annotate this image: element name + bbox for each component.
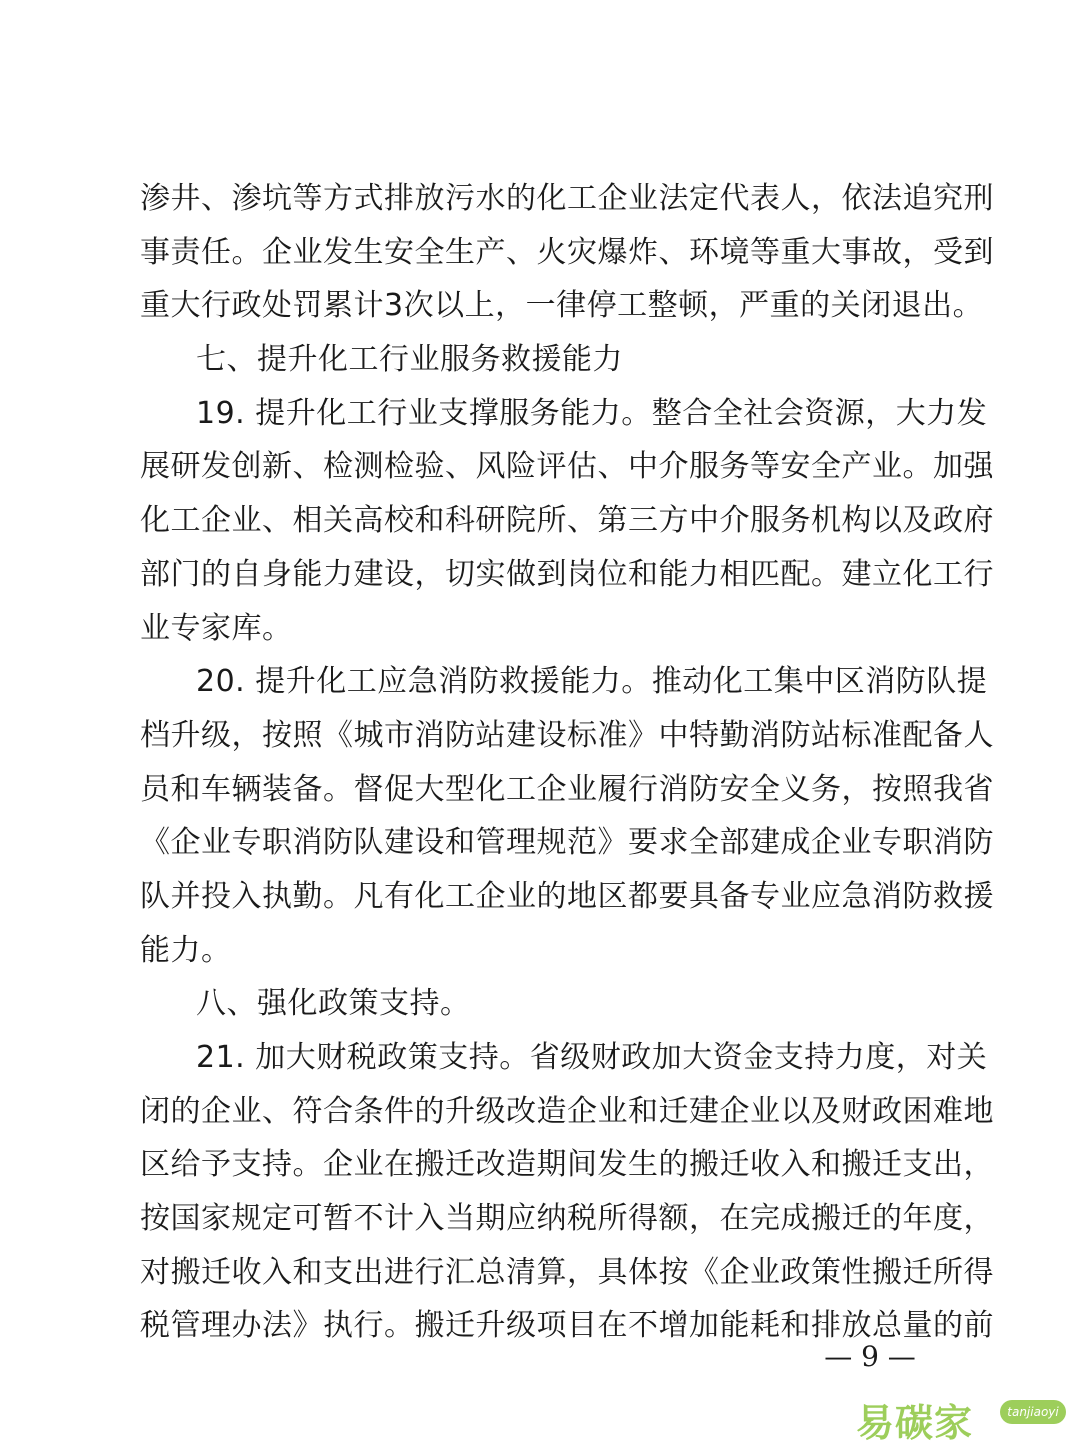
document-body [140, 172, 994, 1353]
text-line: 区给予支持。企业在搬迁改造期间发生的搬迁收入和搬迁支出， [140, 1147, 994, 1183]
text-line: 队并投入执勤。凡有化工企业的地区都要具备专业应急消防救援 [140, 878, 994, 914]
section-heading: 七、提升化工行业服务救援能力 [196, 342, 623, 378]
text-line: 事责任。企业发生安全生产、火灾爆炸、环境等重大事故，受到 [140, 234, 994, 270]
text-line: 21. 加大财税政策支持。省级财政加大资金支持力度，对关 [196, 1040, 988, 1075]
text-line: 按国家规定可暂不计入当期应纳税所得额，在完成搬迁的年度， [140, 1201, 994, 1237]
text-line: 闭的企业、符合条件的升级改造企业和迁建企业以及财政困难地 [140, 1093, 994, 1129]
text-line: 化工企业、相关高校和科研院所、第三方中介服务机构以及政府 [140, 503, 994, 539]
text-line: 业专家库。 [140, 610, 293, 646]
text-line: 渗井、渗坑等方式排放污水的化工企业法定代表人，依法追究刑 [140, 181, 994, 216]
section-heading: 八、强化政策支持。 [196, 986, 471, 1022]
text-line: 对搬迁收入和支出进行汇总清算，具体按《企业政策性搬迁所得 [140, 1254, 994, 1290]
watermark-brand: 易碳家 [856, 1401, 974, 1445]
text-line: 员和车辆装备。督促大型化工企业履行消防安全义务，按照我省 [140, 771, 994, 807]
text-line: 档升级，按照《城市消防站建设标准》中特勤消防站标准配备人 [140, 717, 994, 753]
text-line: 20. 提升化工应急消防救援能力。推动化工集中区消防队提 [196, 664, 988, 700]
text-line: 税管理办法》执行。搬迁升级项目在不增加能耗和排放总量的前 [140, 1308, 994, 1344]
text-line: 能力。 [140, 932, 232, 968]
text-line: 《企业专职消防队建设和管理规范》要求全部建成企业专职消防 [140, 825, 994, 861]
text-line: 19. 提升化工行业支撑服务能力。整合全社会资源，大力发 [196, 395, 988, 431]
text-line: 重大行政处罚累计3次以上，一律停工整顿，严重的关闭退出。 [140, 288, 984, 324]
text-line: 展研发创新、检测检验、风险评估、中介服务等安全产业。加强 [140, 449, 994, 485]
page-number: — 9 — [824, 1340, 916, 1373]
text-line: 部门的自身能力建设，切实做到岗位和能力相匹配。建立化工行 [140, 556, 994, 592]
watermark-logo [856, 1388, 1066, 1444]
watermark-domain: tanjiaoyi [1000, 1400, 1066, 1424]
